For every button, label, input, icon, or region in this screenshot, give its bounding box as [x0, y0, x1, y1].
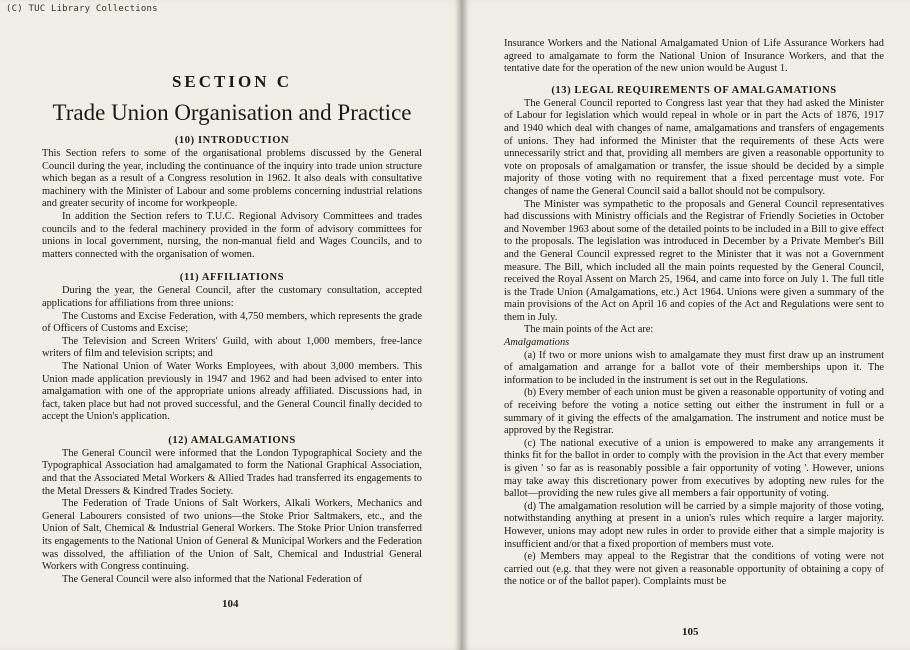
right-page: [462, 0, 910, 650]
introduction-heading: (10) INTRODUCTION: [174, 135, 290, 146]
paragraph: The National Union of Water Works Employees, with about 3,000 members. This Union made application previously in 1947 and 1962 and had been advised to enter into amalgamation with one of the appropriate unions already affiliated. Discussions had, in fact, taken place but had not proved successful, and the General Council finally decided to accept the Union's application.: [42, 360, 422, 423]
left-page-content: [42, 72, 422, 586]
paragraph: In addition the Section refers to T.U.C. Regional Advisory Committees and trades councils and to the federal machinery provided in the form of advisory committees for unions in local government, nursing, the non-manual field and Wages Councils, and to matters connected with the organisation of women.: [42, 210, 422, 260]
section-amalgamations: [42, 435, 422, 587]
list-item: (b) Every member of each union must be given a reasonable opportunity of voting and of receiving before the voting a notice setting out either the instrument in full or a summary of it giving the effects of the amalgamation. The instrument and notice must be approved by the Registrar.: [504, 387, 884, 437]
amalgamations-subheading: Amalgamations: [504, 337, 570, 349]
legal-requirements-heading: (13) LEGAL REQUIREMENTS OF AMALGAMATIONS: [551, 84, 837, 96]
paragraph: The Customs and Excise Federation, with 4,750 members, which represents the grade of Officers of Customs and Excise;: [42, 310, 422, 335]
paragraph: The General Council were informed that the London Typographical Society and the Typographical Association had amalgamated to form the National Graphical Association, and that the Associated Metal Workers & Allied Trades had transferred its engagements to the Metal Dressers & Kindred Trades Society.: [42, 447, 422, 497]
list-item: (e) Members may appeal to the Registrar that the conditions of voting were not carried out (e.g. that they were not given a reasonable opportunity of obtaining a copy of the notice or of the ballot paper). Complaints must be: [504, 551, 884, 588]
section-label: SECTION C: [171, 72, 293, 91]
right-page-content: [504, 38, 884, 589]
paragraph: This Section refers to some of the organisational problems discussed by the General Council during the year, including the continuance of the inquiry into trade union structure which began as a result of a Congress resolution in 1962. It also deals with consultative machinery with the Minister of Labour and some problems concerning industrial relations and greater security of income for workpeople.: [42, 148, 422, 210]
section-affiliations: [42, 272, 422, 424]
paragraph: The General Council were also informed that the National Federation of: [62, 573, 363, 585]
book-gutter: [455, 0, 469, 650]
amalgamations-heading: (12) AMALGAMATIONS: [168, 434, 296, 446]
list-item: (c) The national executive of a union is empowered to make any arrangements it thinks fit for the ballot in order to comply with the provision in the Act that every member is given ' so far as is reasonably possible a fair opportunity of voting '. However, unions may take away this discretionary power from executives by adopting new rules for the ballot—providing the new rules give all members a fair opportunity of voting.: [504, 437, 884, 500]
page-number: 105: [682, 626, 699, 638]
page-number: 104: [222, 598, 239, 610]
paragraph: The Federation of Trade Unions of Salt Workers, Alkali Workers, Mechanics and General Labourers consisted of two unions—the Stoke Prior Saltmakers, etc., and the Union of Salt, Chemical & Industrial General Workers. The Stoke Prior Union transferred its engagements to the National Union of General & Municipal Workers and the Federation was dissolved, the affiliation of the Union of Salt, Chemical and Industrial General Workers with Congress continuing.: [42, 498, 422, 573]
paragraph: The Minister was sympathetic to the proposals and General Council representatives had discussions with Ministry officials and the Registrar of Friendly Societies in October and November 1963 about some of the detailed points to be included in a Bill to give effect to the proposals. The legislation was introduced in December by a Private Member's Bill and the General Council expressed regret to the Minister that it was not a Government measure. The Bill, which included all the main points requested by the General Council, received the Royal Assent on March 25, 1964, and came into force on July 1. The full title is the Trade Union (Amalgamations, etc.) Act 1964. Unions were given a summary of the main provisions of the Act on April 16 and copies of the Act and Regulations were sent to them in July.: [504, 198, 884, 323]
paragraph: The Television and Screen Writers' Guild, with about 1,000 members, free-lance writers of film and television scripts; and: [42, 335, 422, 360]
affiliations-heading: (11) AFFILIATIONS: [179, 272, 285, 284]
section-title: Trade Union Organisation and Practice: [52, 100, 412, 125]
watermark: (C) TUC Library Collections: [6, 4, 158, 14]
list-item: (a) If two or more unions wish to amalgamate they must first draw up an instrument of amalgamation and arrange for a ballot vote of their memberships upon it. The information to be included in the instrument is set out in the Regulations.: [504, 349, 884, 386]
list-item: (d) The amalgamation resolution will be carried by a simple majority of those voting, notwithstanding anything at present in a union's rules which require a larger majority. However, unions may adopt new rules in order to provide either that a simple majority is insufficient and/or that a fixed proportion of members must vote.: [504, 500, 884, 550]
paragraph: The main points of the Act are:: [524, 324, 654, 336]
paragraph: Insurance Workers and the National Amalgamated Union of Life Assurance Workers had agreed to amalgamate to form the National Union of Insurance Workers, and that the tentative date for the operation of the new union would be August 1.: [504, 38, 884, 75]
section-introduction: [42, 135, 422, 261]
paragraph: During the year, the General Council, after the customary consultation, accepted applications for affiliations from three unions:: [42, 285, 422, 309]
paragraph: The General Council reported to Congress last year that they had asked the Minister of Labour for legislation which would repeal in whole or in part the Acts of 1876, 1917 and 1940 which deal with changes of name, amalgamations and transfers of engagements of unions. They had informed the Minister that the requirements of these Acts were unnecessarily strict and that, providing all members are given a reasonable opportunity to vote on proposals of amalgamation or transfer, the issue should be decided by a simple majority of those voting with no requirement that a fixed percentage must vote. For changes of name the General Council said a ballot should not be compulsory.: [504, 97, 884, 197]
